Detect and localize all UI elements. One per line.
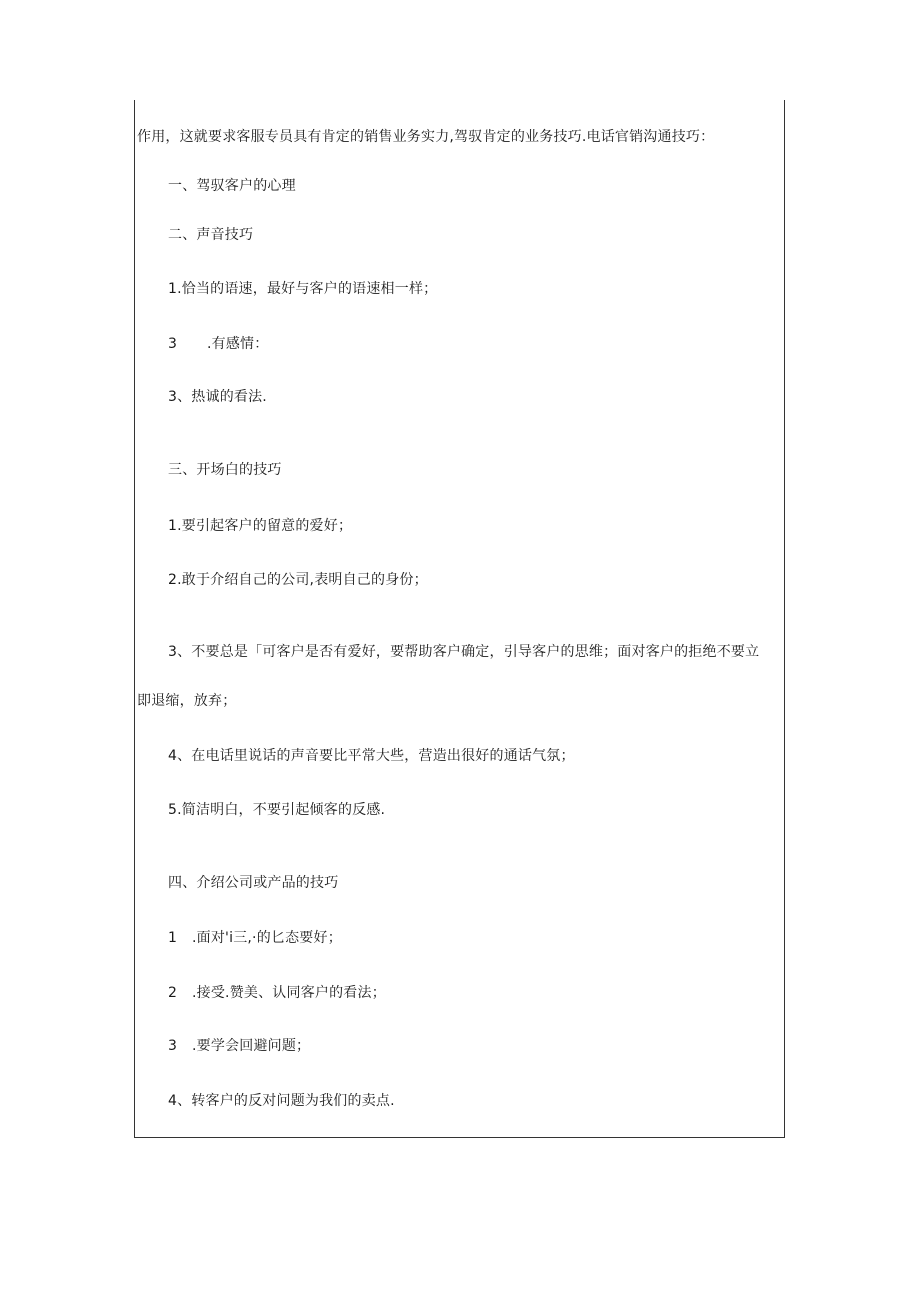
list-item-continuation: 即退缩，放弃；: [137, 693, 237, 709]
heading-section-4: 四、介绍公司或产品的技巧: [168, 875, 339, 891]
list-item: 1.要引起客户的留意的爱好；: [168, 518, 353, 534]
list-item: 5.简洁明白，不要引起倾客的反感.: [168, 802, 386, 818]
list-item-number: 2: [168, 985, 178, 1001]
heading-section-1: 一、驾驭客户的心理: [168, 178, 296, 194]
list-item: 3、热诚的看法.: [168, 389, 267, 405]
list-item: .要学会回避问题；: [192, 1038, 311, 1054]
list-item-number: 1: [168, 930, 178, 946]
heading-section-2: 二、声音技巧: [168, 227, 254, 243]
list-item: 2.敢于介绍自己的公司,表明自己的身份；: [168, 572, 428, 588]
list-item-number: 3: [168, 1038, 178, 1054]
list-item: 4、转客户的反对问题为我们的卖点.: [168, 1093, 395, 1109]
document-frame: [134, 100, 785, 1138]
list-item: 4、在电话里说话的声音要比平常大些，营造出很好的通话气氛；: [168, 748, 575, 764]
list-item: .有感情：: [207, 336, 269, 352]
list-item: 3、不要总是「可客户是否有爱好，要帮助客户确定，引导客户的思维；面对客户的拒绝不要立: [168, 644, 760, 660]
list-item: .接受.赞美、认同客户的看法；: [192, 985, 386, 1001]
heading-section-3: 三、开场白的技巧: [168, 462, 282, 478]
paragraph-intro: 作用，这就要求客服专员具有肯定的销售业务实力,驾驭肯定的业务技巧.电话官销沟通技巧：: [137, 129, 715, 145]
list-item: 1.恰当的语速，最好与客户的语速相一样；: [168, 281, 438, 297]
list-item-number: 3: [168, 336, 178, 352]
list-item: .面对'ⅰ三,·的匕态要好；: [192, 930, 342, 946]
